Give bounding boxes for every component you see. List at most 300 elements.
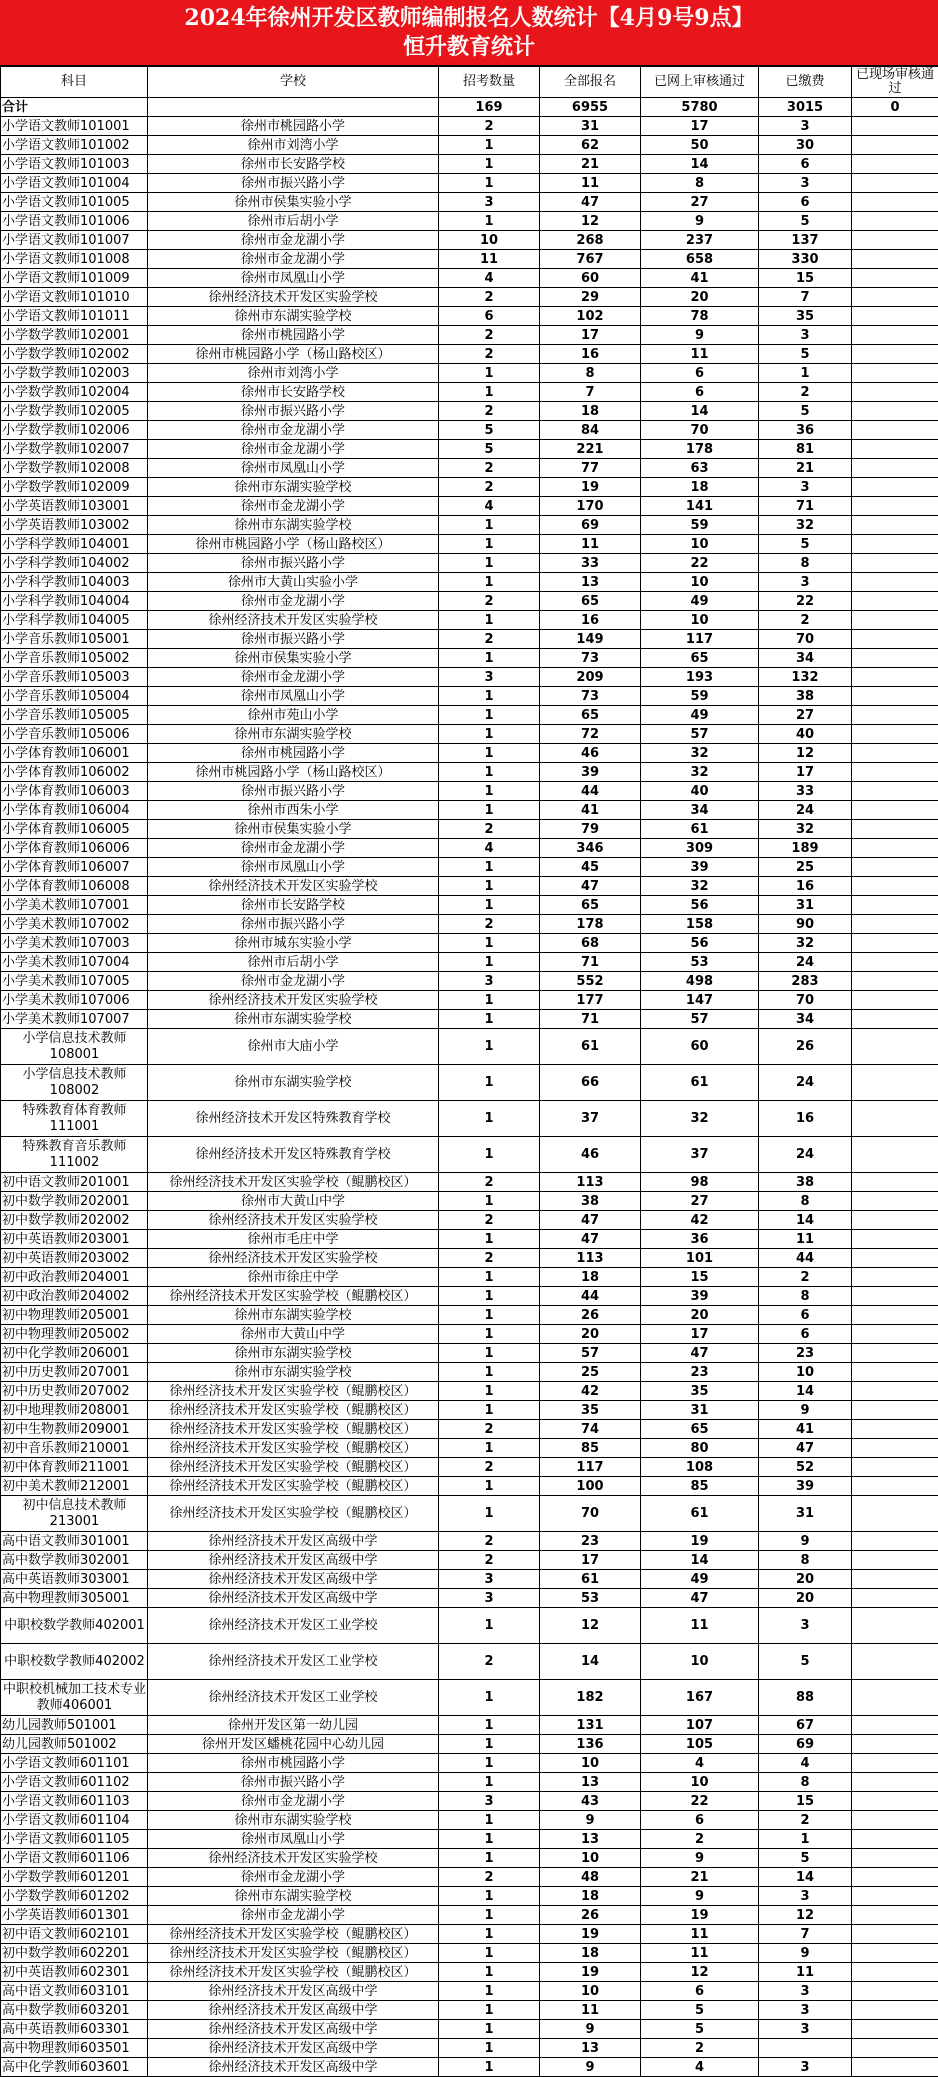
- row-paid: 10: [759, 1363, 852, 1382]
- table-row: [1, 2001, 938, 2020]
- row-paid: 8: [759, 1773, 852, 1792]
- row-onsite-approved: [852, 269, 938, 288]
- row-online-approved: 98: [641, 1173, 759, 1192]
- row-online-approved: 61: [641, 1065, 759, 1101]
- row-registered: 62: [540, 136, 641, 155]
- row-quota: 1: [439, 174, 540, 193]
- row-online-approved: 309: [641, 839, 759, 858]
- row-subject: 小学体育教师106002: [1, 763, 148, 782]
- row-paid: 5: [759, 535, 852, 554]
- row-school: 徐州市金龙湖小学: [148, 839, 439, 858]
- row-onsite-approved: [852, 1211, 938, 1230]
- table-row: [1, 1830, 938, 1849]
- row-subject: 高中语文教师301001: [1, 1532, 148, 1551]
- table-row: [1, 1137, 938, 1173]
- row-paid: 16: [759, 877, 852, 896]
- row-registered: 100: [540, 1477, 641, 1496]
- row-registered: 19: [540, 1925, 641, 1944]
- row-subject: 初中生物教师209001: [1, 1420, 148, 1439]
- row-paid: 16: [759, 1101, 852, 1137]
- table-row: [1, 763, 938, 782]
- table-row: [1, 972, 938, 991]
- row-registered: 29: [540, 288, 641, 307]
- table-row: [1, 1101, 938, 1137]
- row-quota: 1: [439, 1382, 540, 1401]
- row-paid: 27: [759, 706, 852, 725]
- row-school: 徐州经济技术开发区实验学校（鲲鹏校区）: [148, 1458, 439, 1477]
- row-onsite-approved: [852, 1363, 938, 1382]
- row-onsite-approved: [852, 1065, 938, 1101]
- row-quota: 1: [439, 1192, 540, 1211]
- registration-table: [0, 66, 938, 2077]
- row-school: 徐州市徐庄中学: [148, 1268, 439, 1287]
- table-row: [1, 592, 938, 611]
- row-school: 徐州市金龙湖小学: [148, 1906, 439, 1925]
- row-onsite-approved: [852, 1925, 938, 1944]
- row-quota: 1: [439, 1716, 540, 1735]
- row-quota: 1: [439, 1963, 540, 1982]
- row-quota: 1: [439, 1496, 540, 1532]
- row-school: 徐州经济技术开发区高级中学: [148, 2001, 439, 2020]
- row-onsite-approved: [852, 421, 938, 440]
- row-paid: 3: [759, 2001, 852, 2020]
- row-onsite-approved: [852, 554, 938, 573]
- row-quota: 1: [439, 1230, 540, 1249]
- row-registered: 25: [540, 1363, 641, 1382]
- row-registered: 552: [540, 972, 641, 991]
- row-online-approved: 49: [641, 1570, 759, 1589]
- row-online-approved: 2: [641, 2039, 759, 2058]
- row-paid: 3: [759, 1608, 852, 1644]
- row-quota: 1: [439, 383, 540, 402]
- row-quota: 1: [439, 782, 540, 801]
- row-registered: 117: [540, 1458, 641, 1477]
- table-row: [1, 459, 938, 478]
- row-onsite-approved: [852, 1811, 938, 1830]
- row-subject: 小学语文教师101008: [1, 250, 148, 269]
- total-online-approved: 5780: [641, 98, 759, 117]
- col-onsite-approved: 已现场审核通过: [852, 67, 938, 98]
- row-paid: 15: [759, 1792, 852, 1811]
- table-row: [1, 1439, 938, 1458]
- row-onsite-approved: [852, 345, 938, 364]
- row-quota: 1: [439, 744, 540, 763]
- row-online-approved: 39: [641, 858, 759, 877]
- row-online-approved: 9: [641, 212, 759, 231]
- row-school: 徐州市桃园路小学（杨山路校区）: [148, 763, 439, 782]
- row-quota: 3: [439, 1589, 540, 1608]
- row-subject: 初中历史教师207001: [1, 1363, 148, 1382]
- row-paid: 11: [759, 1963, 852, 1982]
- row-online-approved: 17: [641, 1325, 759, 1344]
- row-paid: 15: [759, 269, 852, 288]
- row-school: 徐州市东湖实验学校: [148, 478, 439, 497]
- row-subject: 小学音乐教师105006: [1, 725, 148, 744]
- row-quota: 1: [439, 1735, 540, 1754]
- table-row: [1, 1680, 938, 1716]
- row-subject: 小学信息技术教师108002: [1, 1065, 148, 1101]
- row-registered: 77: [540, 459, 641, 478]
- row-school: 徐州经济技术开发区特殊教育学校: [148, 1101, 439, 1137]
- row-subject: 小学语文教师101005: [1, 193, 148, 212]
- table-row: [1, 820, 938, 839]
- row-paid: 1: [759, 1830, 852, 1849]
- table-row: [1, 250, 938, 269]
- row-school: 徐州开发区蟠桃花园中心幼儿园: [148, 1735, 439, 1754]
- row-registered: 72: [540, 725, 641, 744]
- row-online-approved: 49: [641, 706, 759, 725]
- row-subject: 初中美术教师212001: [1, 1477, 148, 1496]
- row-subject: 高中语文教师603101: [1, 1982, 148, 2001]
- row-online-approved: 9: [641, 1887, 759, 1906]
- row-online-approved: 78: [641, 307, 759, 326]
- row-school: 徐州市金龙湖小学: [148, 972, 439, 991]
- row-paid: 40: [759, 725, 852, 744]
- row-onsite-approved: [852, 1137, 938, 1173]
- row-subject: 初中数学教师202002: [1, 1211, 148, 1230]
- row-registered: 13: [540, 573, 641, 592]
- table-row: [1, 744, 938, 763]
- row-registered: 149: [540, 630, 641, 649]
- row-onsite-approved: [852, 1944, 938, 1963]
- table-row: [1, 2039, 938, 2058]
- row-subject: 初中语文教师602101: [1, 1925, 148, 1944]
- row-school: 徐州经济技术开发区实验学校（鲲鹏校区）: [148, 1963, 439, 1982]
- row-onsite-approved: [852, 1268, 938, 1287]
- row-subject: 小学语文教师101002: [1, 136, 148, 155]
- row-subject: 初中英语教师203002: [1, 1249, 148, 1268]
- row-registered: 21: [540, 155, 641, 174]
- row-paid: 6: [759, 1306, 852, 1325]
- row-school: 徐州市金龙湖小学: [148, 231, 439, 250]
- row-paid: 189: [759, 839, 852, 858]
- row-onsite-approved: [852, 535, 938, 554]
- row-online-approved: 57: [641, 1010, 759, 1029]
- row-online-approved: 5: [641, 2020, 759, 2039]
- row-school: 徐州市东湖实验学校: [148, 516, 439, 535]
- row-registered: 74: [540, 1420, 641, 1439]
- row-onsite-approved: [852, 953, 938, 972]
- row-paid: [759, 2039, 852, 2058]
- table-row: [1, 1963, 938, 1982]
- row-quota: 5: [439, 421, 540, 440]
- row-subject: 小学体育教师106004: [1, 801, 148, 820]
- row-onsite-approved: [852, 1439, 938, 1458]
- row-onsite-approved: [852, 1982, 938, 2001]
- row-registered: 10: [540, 1849, 641, 1868]
- row-school: 徐州市毛庄中学: [148, 1230, 439, 1249]
- row-registered: 39: [540, 763, 641, 782]
- row-online-approved: 53: [641, 953, 759, 972]
- row-online-approved: 4: [641, 1754, 759, 1773]
- row-quota: 5: [439, 440, 540, 459]
- row-paid: 132: [759, 668, 852, 687]
- row-onsite-approved: [852, 1644, 938, 1680]
- row-registered: 60: [540, 269, 641, 288]
- row-onsite-approved: [852, 1589, 938, 1608]
- row-registered: 47: [540, 1211, 641, 1230]
- row-paid: 11: [759, 1230, 852, 1249]
- row-school: 徐州市金龙湖小学: [148, 440, 439, 459]
- row-onsite-approved: [852, 1173, 938, 1192]
- row-quota: 6: [439, 307, 540, 326]
- row-registered: 9: [540, 2020, 641, 2039]
- table-row: [1, 1982, 938, 2001]
- row-onsite-approved: [852, 193, 938, 212]
- row-online-approved: 107: [641, 1716, 759, 1735]
- row-registered: 46: [540, 744, 641, 763]
- row-online-approved: 11: [641, 1925, 759, 1944]
- row-subject: 初中数学教师602201: [1, 1944, 148, 1963]
- row-online-approved: 49: [641, 592, 759, 611]
- row-school: 徐州市东湖实验学校: [148, 1811, 439, 1830]
- row-onsite-approved: [852, 649, 938, 668]
- row-subject: 小学体育教师106008: [1, 877, 148, 896]
- row-paid: 81: [759, 440, 852, 459]
- row-school: 徐州经济技术开发区实验学校: [148, 1211, 439, 1230]
- row-online-approved: 108: [641, 1458, 759, 1477]
- table-row: [1, 212, 938, 231]
- row-registered: 14: [540, 1644, 641, 1680]
- row-online-approved: 40: [641, 782, 759, 801]
- row-paid: 21: [759, 459, 852, 478]
- row-online-approved: 65: [641, 649, 759, 668]
- row-subject: 初中物理教师205001: [1, 1306, 148, 1325]
- row-online-approved: 65: [641, 1420, 759, 1439]
- row-school: 徐州经济技术开发区高级中学: [148, 2020, 439, 2039]
- row-registered: 44: [540, 782, 641, 801]
- row-quota: 1: [439, 1029, 540, 1065]
- row-onsite-approved: [852, 725, 938, 744]
- row-paid: 2: [759, 1811, 852, 1830]
- row-onsite-approved: [852, 1382, 938, 1401]
- row-registered: 13: [540, 1773, 641, 1792]
- row-online-approved: 50: [641, 136, 759, 155]
- row-onsite-approved: [852, 326, 938, 345]
- row-online-approved: 10: [641, 573, 759, 592]
- row-paid: 137: [759, 231, 852, 250]
- row-online-approved: 56: [641, 934, 759, 953]
- row-subject: 高中化学教师603601: [1, 2058, 148, 2077]
- row-subject: 初中英语教师602301: [1, 1963, 148, 1982]
- row-paid: 44: [759, 1249, 852, 1268]
- row-registered: 131: [540, 1716, 641, 1735]
- row-registered: 61: [540, 1029, 641, 1065]
- table-row: [1, 1849, 938, 1868]
- row-online-approved: 80: [641, 1439, 759, 1458]
- row-onsite-approved: [852, 687, 938, 706]
- row-online-approved: 147: [641, 991, 759, 1010]
- row-online-approved: 37: [641, 1137, 759, 1173]
- row-registered: 73: [540, 687, 641, 706]
- row-school: 徐州经济技术开发区实验学校（鲲鹏校区）: [148, 1944, 439, 1963]
- row-school: 徐州市振兴路小学: [148, 630, 439, 649]
- row-online-approved: 6: [641, 1811, 759, 1830]
- row-subject: 高中物理教师305001: [1, 1589, 148, 1608]
- table-row: [1, 706, 938, 725]
- table-row: [1, 611, 938, 630]
- row-quota: 1: [439, 1101, 540, 1137]
- row-onsite-approved: [852, 820, 938, 839]
- table-row: [1, 1944, 938, 1963]
- row-onsite-approved: [852, 1608, 938, 1644]
- row-onsite-approved: [852, 497, 938, 516]
- row-paid: 4: [759, 1754, 852, 1773]
- row-quota: 1: [439, 1982, 540, 2001]
- table-row: [1, 668, 938, 687]
- table-row: [1, 364, 938, 383]
- row-onsite-approved: [852, 1325, 938, 1344]
- row-subject: 小学美术教师107007: [1, 1010, 148, 1029]
- row-school: 徐州市东湖实验学校: [148, 1010, 439, 1029]
- row-paid: 8: [759, 1287, 852, 1306]
- row-quota: 1: [439, 535, 540, 554]
- row-subject: 初中地理教师208001: [1, 1401, 148, 1420]
- row-online-approved: 12: [641, 1963, 759, 1982]
- row-subject: 小学语文教师101001: [1, 117, 148, 136]
- row-online-approved: 36: [641, 1230, 759, 1249]
- row-quota: 2: [439, 820, 540, 839]
- table-row: [1, 2058, 938, 2077]
- row-quota: 3: [439, 1792, 540, 1811]
- table-row: [1, 174, 938, 193]
- row-online-approved: 27: [641, 1192, 759, 1211]
- row-registered: 221: [540, 440, 641, 459]
- row-subject: 特殊教育体育教师111001: [1, 1101, 148, 1137]
- row-onsite-approved: [852, 1249, 938, 1268]
- row-school: 徐州市侯集实验小学: [148, 193, 439, 212]
- row-subject: 小学语文教师101010: [1, 288, 148, 307]
- col-online-approved: 已网上审核通过: [641, 67, 759, 98]
- row-paid: 3: [759, 1887, 852, 1906]
- table-row: [1, 573, 938, 592]
- row-onsite-approved: [852, 155, 938, 174]
- row-registered: 19: [540, 1963, 641, 1982]
- row-registered: 45: [540, 858, 641, 877]
- row-registered: 65: [540, 706, 641, 725]
- row-quota: 2: [439, 345, 540, 364]
- row-quota: 1: [439, 1325, 540, 1344]
- row-paid: 90: [759, 915, 852, 934]
- row-paid: 283: [759, 972, 852, 991]
- table-row: [1, 1029, 938, 1065]
- row-quota: 3: [439, 972, 540, 991]
- table-row: [1, 402, 938, 421]
- row-subject: 小学语文教师601101: [1, 1754, 148, 1773]
- row-online-approved: 10: [641, 1644, 759, 1680]
- row-onsite-approved: [852, 1735, 938, 1754]
- row-paid: 67: [759, 1716, 852, 1735]
- row-subject: 小学英语教师103002: [1, 516, 148, 535]
- row-quota: 1: [439, 1065, 540, 1101]
- row-subject: 初中化学教师206001: [1, 1344, 148, 1363]
- table-row: [1, 782, 938, 801]
- row-subject: 小学数学教师102007: [1, 440, 148, 459]
- row-online-approved: 27: [641, 193, 759, 212]
- row-paid: 14: [759, 1868, 852, 1887]
- row-onsite-approved: [852, 1287, 938, 1306]
- row-subject: 幼儿园教师501001: [1, 1716, 148, 1735]
- row-online-approved: 10: [641, 611, 759, 630]
- table-row: [1, 934, 938, 953]
- row-registered: 53: [540, 1589, 641, 1608]
- row-registered: 71: [540, 1010, 641, 1029]
- row-school: 徐州经济技术开发区高级中学: [148, 1982, 439, 2001]
- row-onsite-approved: [852, 991, 938, 1010]
- row-registered: 70: [540, 1496, 641, 1532]
- row-subject: 小学语文教师601103: [1, 1792, 148, 1811]
- row-onsite-approved: [852, 1401, 938, 1420]
- row-quota: 1: [439, 1887, 540, 1906]
- row-registered: 9: [540, 1811, 641, 1830]
- row-subject: 中职校数学教师402001: [1, 1608, 148, 1644]
- row-school: 徐州市桃园路小学: [148, 744, 439, 763]
- row-subject: 小学科学教师104001: [1, 535, 148, 554]
- row-quota: 1: [439, 1754, 540, 1773]
- table-row: [1, 136, 938, 155]
- row-school: 徐州经济技术开发区实验学校（鲲鹏校区）: [148, 1420, 439, 1439]
- row-quota: 1: [439, 1306, 540, 1325]
- row-onsite-approved: [852, 1849, 938, 1868]
- row-registered: 170: [540, 497, 641, 516]
- row-online-approved: 17: [641, 117, 759, 136]
- table-row: [1, 1716, 938, 1735]
- title-line-1: 2024年徐州开发区教师编制报名人数统计【4月9号9点】: [0, 4, 938, 33]
- row-quota: 1: [439, 1680, 540, 1716]
- row-paid: 6: [759, 193, 852, 212]
- row-paid: 88: [759, 1680, 852, 1716]
- row-quota: 2: [439, 1249, 540, 1268]
- table-row: [1, 1192, 938, 1211]
- table-row: [1, 1306, 938, 1325]
- row-quota: 1: [439, 573, 540, 592]
- row-school: 徐州经济技术开发区高级中学: [148, 1589, 439, 1608]
- row-school: 徐州市西朱小学: [148, 801, 439, 820]
- row-onsite-approved: [852, 801, 938, 820]
- table-row: [1, 2020, 938, 2039]
- row-paid: 5: [759, 402, 852, 421]
- row-onsite-approved: [852, 440, 938, 459]
- row-subject: 小学语文教师601102: [1, 1773, 148, 1792]
- row-paid: 31: [759, 896, 852, 915]
- row-registered: 18: [540, 1887, 641, 1906]
- row-school: 徐州市金龙湖小学: [148, 1792, 439, 1811]
- row-subject: 特殊教育音乐教师111002: [1, 1137, 148, 1173]
- row-quota: 2: [439, 459, 540, 478]
- table-row: [1, 801, 938, 820]
- row-subject: 小学体育教师106005: [1, 820, 148, 839]
- table-row: [1, 1344, 938, 1363]
- row-registered: 20: [540, 1325, 641, 1344]
- row-school: 徐州市凤凰山小学: [148, 1830, 439, 1849]
- table-row: [1, 1773, 938, 1792]
- row-school: 徐州市东湖实验学校: [148, 1065, 439, 1101]
- row-school: 徐州经济技术开发区实验学校（鲲鹏校区）: [148, 1401, 439, 1420]
- row-registered: 26: [540, 1906, 641, 1925]
- row-paid: 34: [759, 1010, 852, 1029]
- row-subject: 小学美术教师107001: [1, 896, 148, 915]
- row-paid: 12: [759, 744, 852, 763]
- row-quota: 2: [439, 1644, 540, 1680]
- row-subject: 高中物理教师603501: [1, 2039, 148, 2058]
- row-quota: 2: [439, 478, 540, 497]
- table-row: [1, 1325, 938, 1344]
- row-registered: 346: [540, 839, 641, 858]
- row-paid: 34: [759, 649, 852, 668]
- row-quota: 1: [439, 136, 540, 155]
- row-school: 徐州市东湖实验学校: [148, 307, 439, 326]
- row-subject: 小学数学教师102003: [1, 364, 148, 383]
